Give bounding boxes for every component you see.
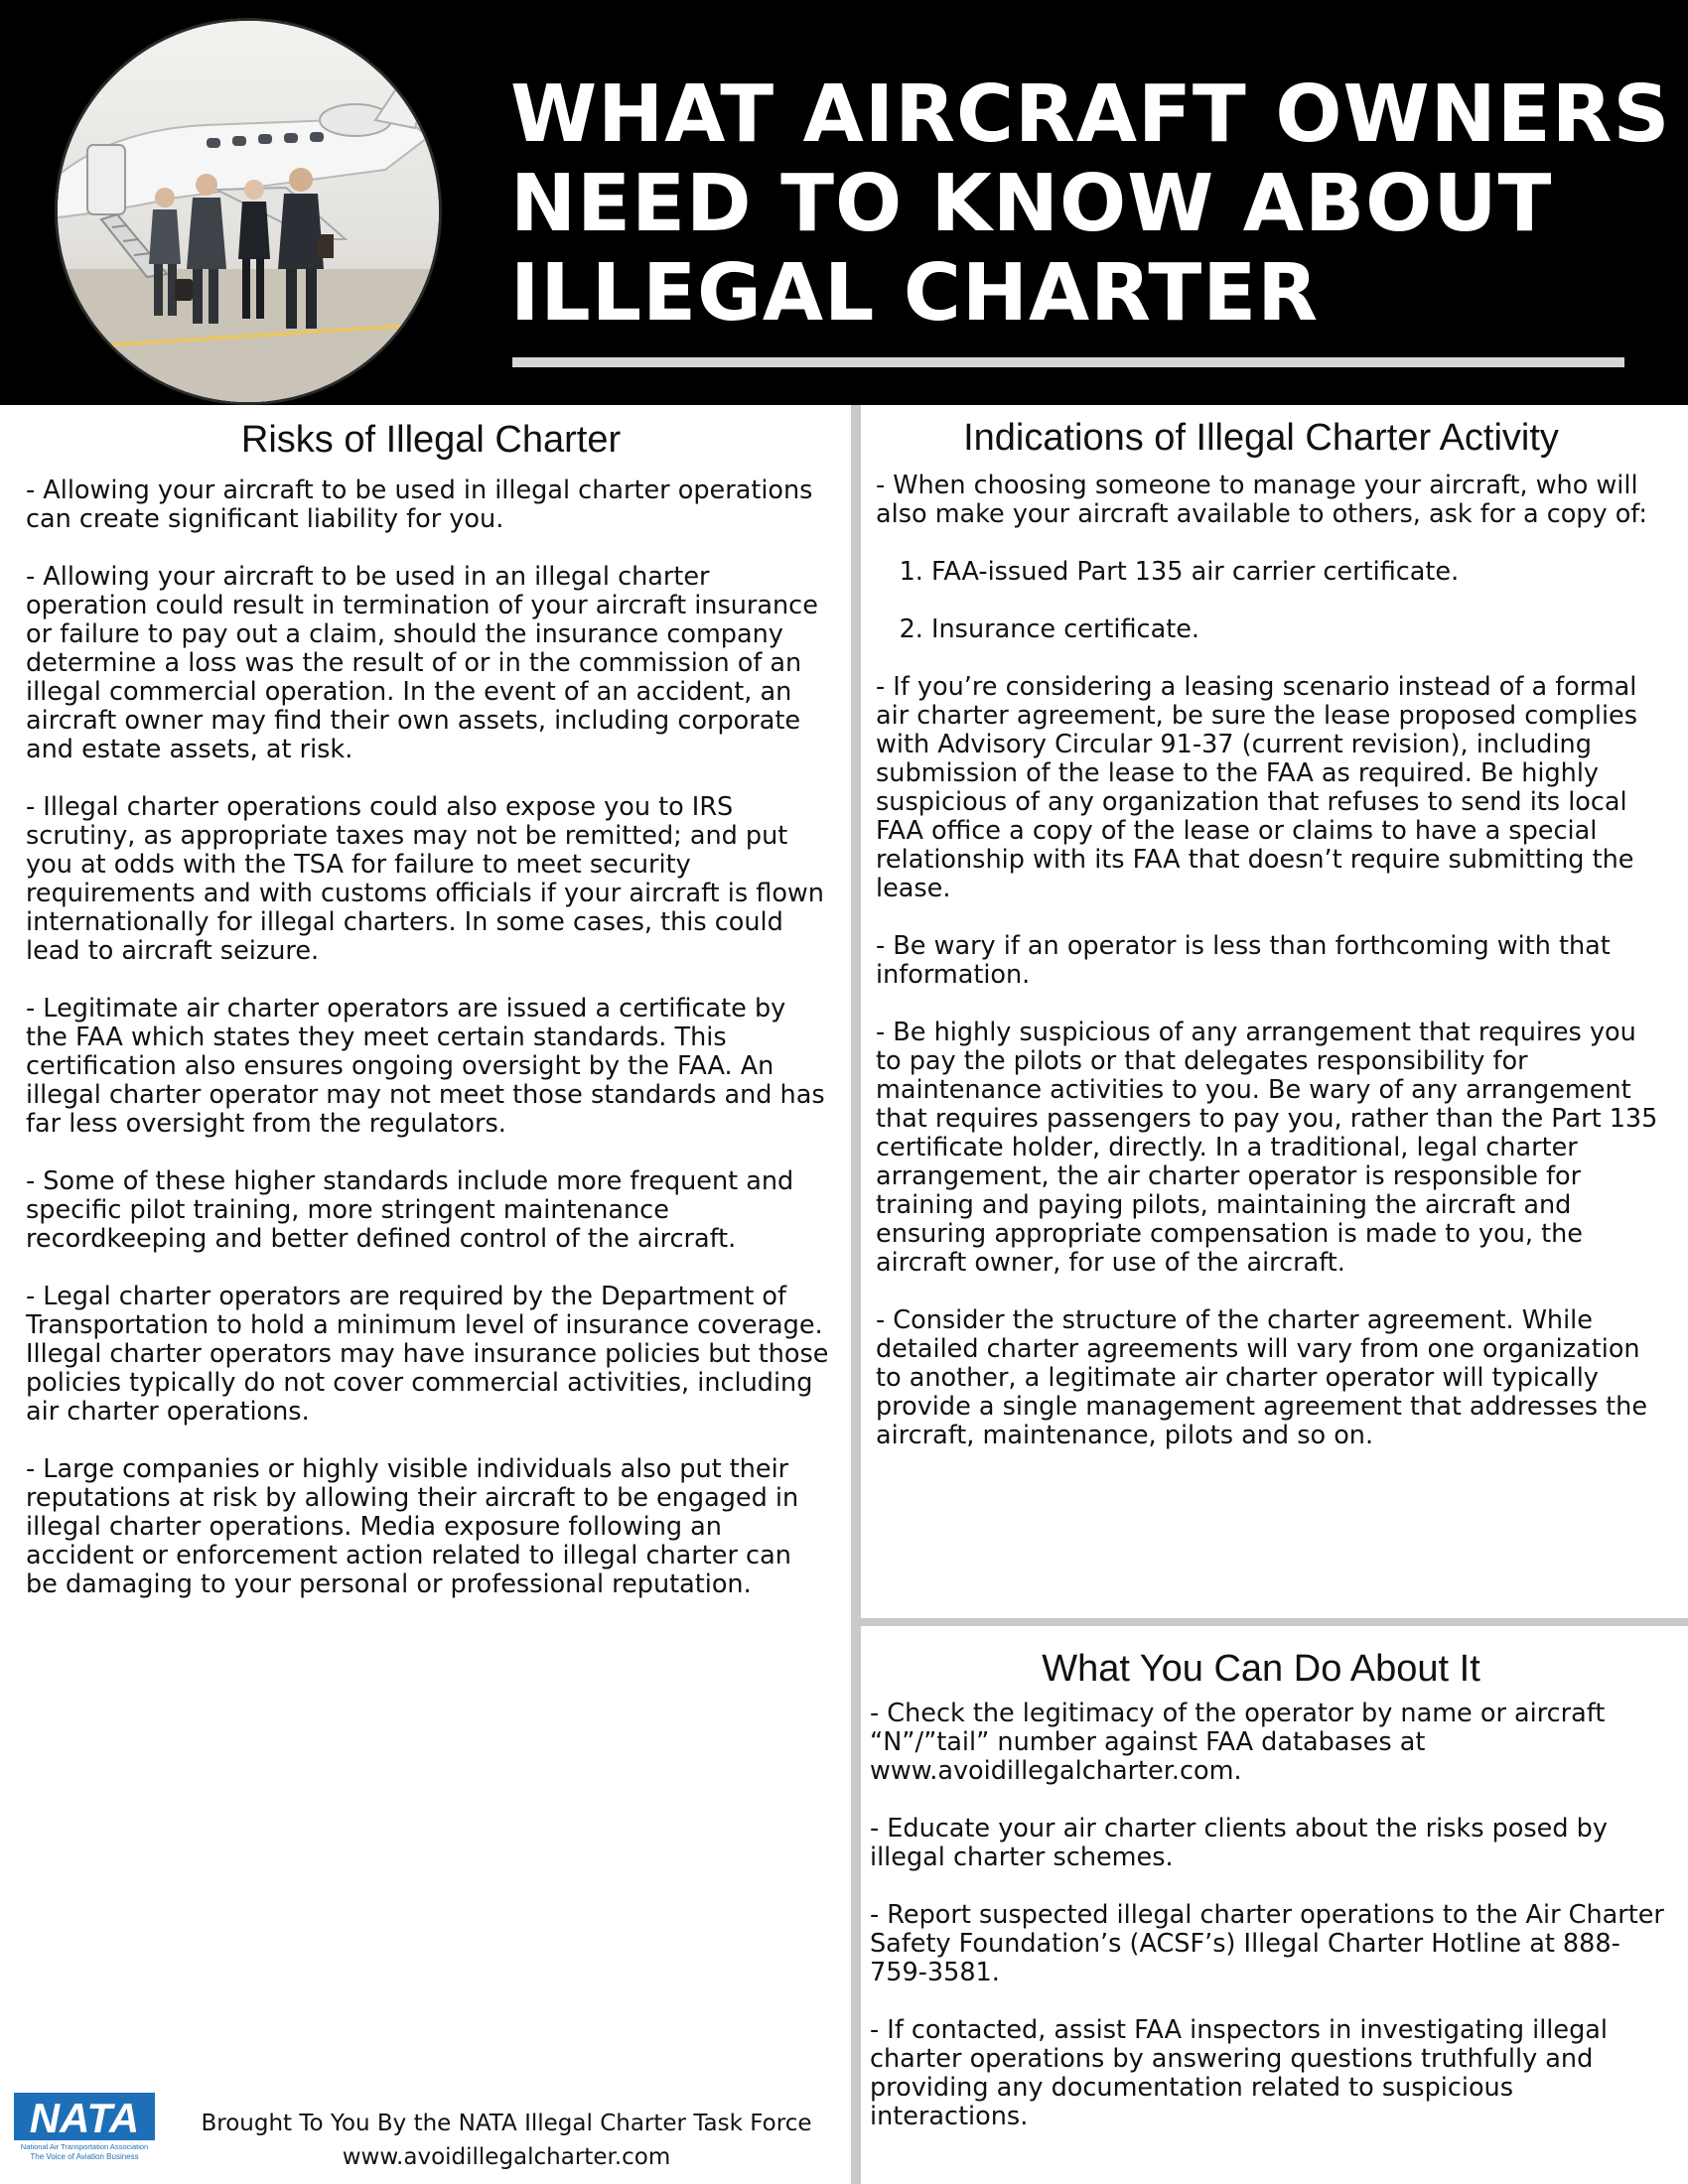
indications-paragraph: - Consider the structure of the charter agreement. While detailed charter agreements will vary from one organization to another, a legitimate air charter operator will typically provide a single management agreement that addresses the aircraft, maintenance, pilots and so on. — [876, 1305, 1648, 1450]
indications-intro: - When choosing someone to manage your aircraft, who will also make your aircraft available to others, ask for a copy of: — [876, 471, 1647, 529]
indications-paragraph: - Be highly suspicious of any arrangement that requires you to pay the pilots or that delegates responsibility for maintenance activities to you. Be wary of any arrangement that requires passengers to pay you, rather than the Part 135 certificate holder, directly. In a traditional, legal charter arrangement, the air charter operator is responsible for training and paying pilots, maintaining the aircraft and ensuring appropriate compensation is made to you, the aircraft owner, for use of the aircraft. — [876, 1018, 1658, 1278]
actions-paragraph: - If contacted, assist FAA inspectors in investigating illegal charter operations by answering questions truthfully and providing any documentation related to suspicious interactions. — [870, 2015, 1608, 2131]
headline-line-2: NEED TO KNOW ABOUT — [510, 158, 1553, 249]
logo-org-name: National Air Transportation Association — [20, 2142, 149, 2151]
indications-paragraph: - If you’re considering a leasing scenario instead of a formal air charter agreement, be sure the lease proposed complies with Advisory Circular 91-37 (current revision), including submission of the lease to the FAA as required. Be highly suspicious of any organization that refuses to send its local FAA office a copy of the lease or claims to have a special relationship with its FAA that doesn’t require submitting the lease. — [876, 672, 1638, 903]
indications-section-body — [876, 472, 1660, 1479]
risks-section-body — [26, 477, 830, 1628]
footer-url[interactable]: www.avoidillegalcharter.com — [342, 2144, 671, 2170]
indications-section-title: Indications of Illegal Charter Activity — [963, 417, 1559, 459]
headline-underline — [512, 357, 1624, 367]
risks-paragraph: - Some of these higher standards include more frequent and specific pilot training, more stringent maintenance recordkeeping and better defined control of the aircraft. — [26, 1166, 794, 1254]
risks-paragraph: - Allowing your aircraft to be used in illegal charter operations can create significant liability for you. — [26, 476, 813, 534]
footer-credits — [159, 2107, 854, 2174]
nata-logo-icon — [14, 2093, 155, 2162]
indications-paragraph: - Be wary if an operator is less than forthcoming with that information. — [876, 931, 1611, 990]
jet-with-passengers-illustration — [58, 21, 439, 402]
nata-logo — [14, 2093, 155, 2162]
section-divider — [861, 1618, 1688, 1626]
column-divider — [851, 405, 861, 2184]
logo-wordmark: NATA — [29, 2095, 140, 2141]
actions-section-title: What You Can Do About It — [1042, 1648, 1480, 1690]
risks-paragraph: - Legitimate air charter operators are issued a certificate by the FAA which states they meet certain standards. This certification also ensures ongoing oversight by the FAA. An illegal charter operator may not meet those standards and has far less oversight from the regulators. — [26, 994, 825, 1139]
actions-paragraph: - Report suspected illegal charter operations to the Air Charter Safety Foundation’s (ACSF’s) Illegal Charter Hotline at 888-759-3581. — [870, 1900, 1664, 1987]
footer-tagline: Brought To You By the NATA Illegal Charter Task Force — [201, 2111, 812, 2136]
page-headline — [510, 68, 1671, 339]
required-documents-list — [876, 558, 1660, 644]
list-item: 1. FAA-issued Part 135 air carrier certificate. — [931, 558, 1660, 587]
risks-paragraph: - Allowing your aircraft to be used in an illegal charter operation could result in termination of your aircraft insurance or failure to pay out a claim, should the insurance company determine a loss was the result of or in the commission of an illegal commercial operation. In the event of an accident, an aircraft owner may find their own assets, including corporate and estate assets, at risk. — [26, 562, 818, 764]
jet-passengers-photo — [55, 18, 442, 405]
headline-line-3: ILLEGAL CHARTER — [510, 247, 1320, 339]
actions-paragraph: - Check the legitimacy of the operator by name or aircraft “N”/”tail” number against FAA databases at www.avoidillegalcharter.com. — [870, 1699, 1606, 1786]
headline-line-1: WHAT AIRCRAFT OWNERS — [510, 68, 1671, 160]
risks-paragraph: - Illegal charter operations could also expose you to IRS scrutiny, as appropriate taxes may not be remitted; and put you at odds with the TSA for failure to meet security requirements and with customs officials if your aircraft is flown internationally for illegal charters. In some cases, this could lead to aircraft seizure. — [26, 792, 824, 966]
list-item: 2. Insurance certificate. — [931, 615, 1660, 644]
actions-paragraph: - Educate your air charter clients about the risks posed by illegal charter schemes. — [870, 1814, 1608, 1872]
risks-section-title: Risks of Illegal Charter — [240, 419, 622, 461]
actions-section-body — [870, 1700, 1664, 2160]
logo-slogan: The Voice of Aviation Business — [30, 2152, 139, 2161]
risks-paragraph: - Legal charter operators are required by the Department of Transportation to hold a minimum level of insurance coverage. Illegal charter operators may have insurance policies but those policies typically do not cover commercial activities, including air charter operations. — [26, 1282, 829, 1427]
risks-paragraph: - Large companies or highly visible individuals also put their reputations at risk by allowing their aircraft to be engaged in illegal charter operations. Media exposure following an accident or enforcement action related to illegal charter can be damaging to your personal or professional reputation. — [26, 1454, 799, 1599]
